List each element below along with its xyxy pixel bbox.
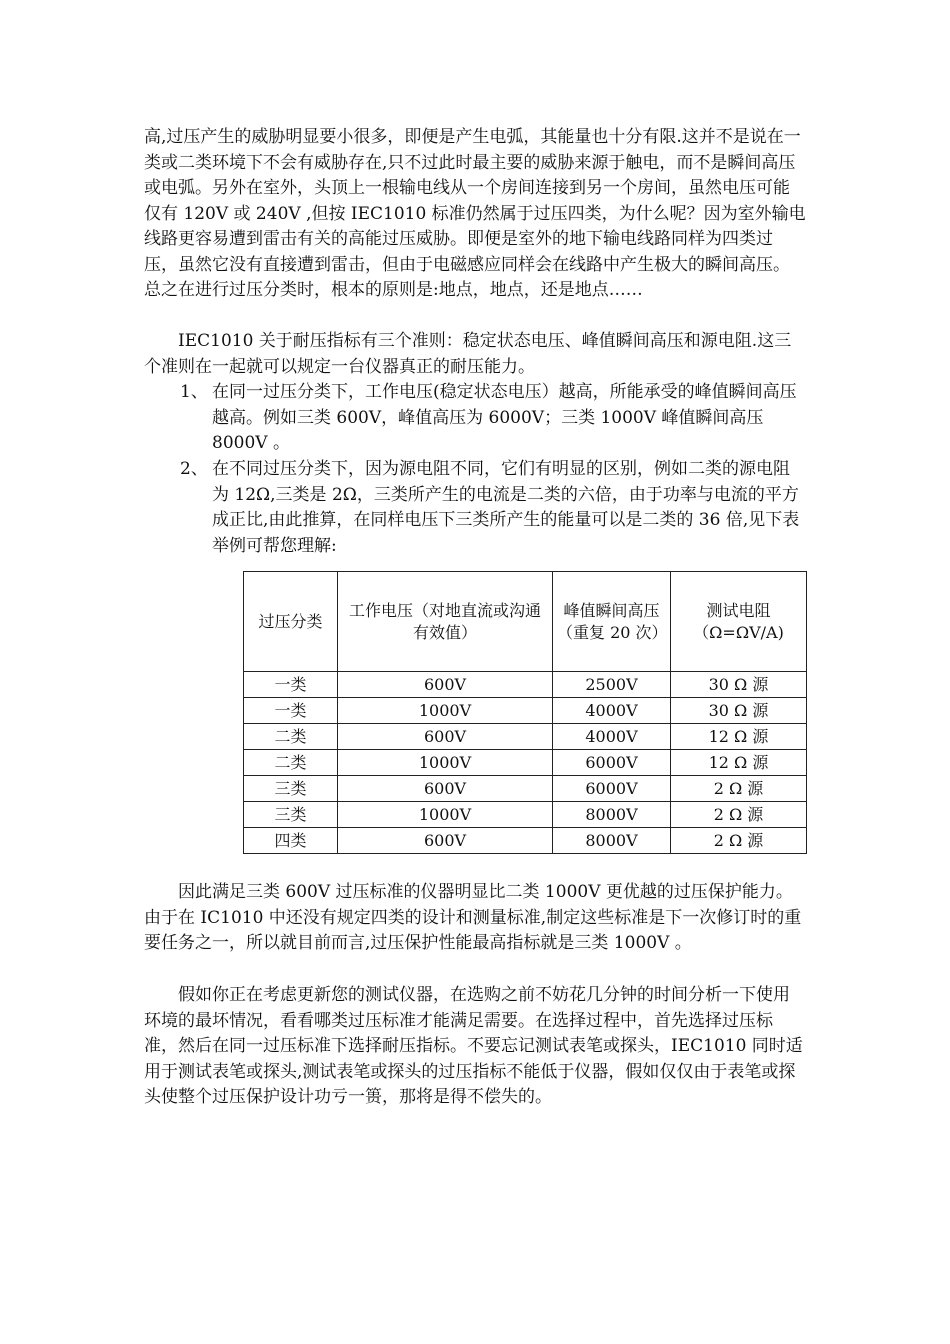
cell-category: 三类: [244, 776, 338, 802]
cell-peak: 4000V: [553, 698, 671, 724]
paragraph-three-criteria: IEC1010 关于耐压指标有三个准则：稳定状态电压、峰值瞬间高压和源电阻.这三个准则在一起就可以规定一台仪器真正的耐压能力。: [144, 331, 792, 377]
list-item-text: 在同一过压分类下，工作电压(稳定状态电压）越高，所能承受的峰值瞬间高压越高。例如三类 600V，峰值高压为 6000V；三类 1000V 峰值瞬间高压 8000V 。: [212, 382, 797, 453]
table-row: [244, 672, 807, 698]
table-row: [244, 750, 807, 776]
paragraph-category-comparison: 因此满足三类 600V 过压标准的仪器明显比二类 1000V 更优越的过压保护能力。由于在 IC1010 中还没有规定四类的设计和测量标准,制定这些标准是下一次修订时的重要任务之一，所以就目前而言,过压保护性能最高指标就是三类 1000V 。: [144, 882, 802, 953]
cell-peak: 8000V: [553, 802, 671, 828]
cell-resistance: 2 Ω 源: [671, 828, 807, 854]
cell-peak: 8000V: [553, 828, 671, 854]
table-row: [244, 828, 807, 854]
cell-voltage: 1000V: [338, 802, 553, 828]
cell-peak: 2500V: [553, 672, 671, 698]
cell-category: 二类: [244, 724, 338, 750]
cell-category: 四类: [244, 828, 338, 854]
list-item-text: 在不同过压分类下，因为源电阻不同，它们有明显的区别，例如二类的源电阻为 12Ω,三类是 2Ω，三类所产生的电流是二类的六倍，由于功率与电流的平方成正比,由此推算，在同样电压下三类所产生的能量可以是二类的 36 倍,见下表举例可帮您理解:: [212, 459, 800, 556]
header-working-voltage: 工作电压（对地直流或沟通有效值）: [338, 572, 553, 672]
cell-peak: 4000V: [553, 724, 671, 750]
cell-voltage: 1000V: [338, 698, 553, 724]
header-peak-transient: 峰值瞬间高压（重复 20 次）: [553, 572, 671, 672]
paragraph-selection-advice: 假如你正在考虑更新您的测试仪器，在选购之前不妨花几分钟的时间分析一下使用环境的最坏情况，看看哪类过压标准才能满足需要。在选择过程中，首先选择过压标准，然后在同一过压标准下选择耐压指标。不要忘记测试表笔或探头，IEC1010 同时适用于测试表笔或探头,测试表笔或探头的过压指标不能低于仪器，假如仅仅由于表笔或探头使整个过压保护设计功亏一篑，那将是得不偿失的。: [144, 985, 803, 1107]
cell-resistance: 2 Ω 源: [671, 802, 807, 828]
cell-category: 一类: [244, 698, 338, 724]
list-item-number: 2、: [180, 459, 208, 479]
cell-voltage: 600V: [338, 724, 553, 750]
cell-category: 三类: [244, 802, 338, 828]
cell-peak: 6000V: [553, 776, 671, 802]
cell-category: 二类: [244, 750, 338, 776]
header-test-resistance: 测试电阻（Ω=ΩV/A): [671, 572, 807, 672]
cell-voltage: 1000V: [338, 750, 553, 776]
table-row: [244, 724, 807, 750]
cell-peak: 6000V: [553, 750, 671, 776]
table-row: [244, 776, 807, 802]
paragraph-overvoltage-location: 高,过压产生的威胁明显要小很多，即便是产生电弧，其能量也十分有限.这并不是说在一类或二类环境下不会有威胁存在,只不过此时最主要的威胁来源于触电，而不是瞬间高压或电弧。另外在室外，头顶上一根输电线从一个房间连接到另一个房间，虽然电压可能仅有 120V 或 240V ,但按 IEC1010 标准仍然属于过压四类，为什么呢？因为室外输电线路更容易遭到雷击有关的高能过压威胁。即便是室外的地下输电线路同样为四类过压，虽然它没有直接遭到雷击，但由于电磁感应同样会在线路中产生极大的瞬间高压。总之在进行过压分类时，根本的原则是:地点，地点，还是地点……: [144, 127, 806, 300]
header-category: 过压分类: [244, 572, 338, 672]
cell-resistance: 12 Ω 源: [671, 724, 807, 750]
cell-resistance: 12 Ω 源: [671, 750, 807, 776]
cell-resistance: 30 Ω 源: [671, 672, 807, 698]
cell-category: 一类: [244, 672, 338, 698]
cell-voltage: 600V: [338, 828, 553, 854]
cell-voltage: 600V: [338, 672, 553, 698]
cell-resistance: 30 Ω 源: [671, 698, 807, 724]
cell-resistance: 2 Ω 源: [671, 776, 807, 802]
table-row: [244, 698, 807, 724]
table-row: [244, 802, 807, 828]
table-header-row: [244, 572, 807, 672]
list-item: [180, 380, 806, 457]
cell-voltage: 600V: [338, 776, 553, 802]
list-item: [180, 457, 806, 559]
list-item-number: 1、: [180, 382, 208, 402]
overvoltage-category-table: [243, 571, 807, 854]
